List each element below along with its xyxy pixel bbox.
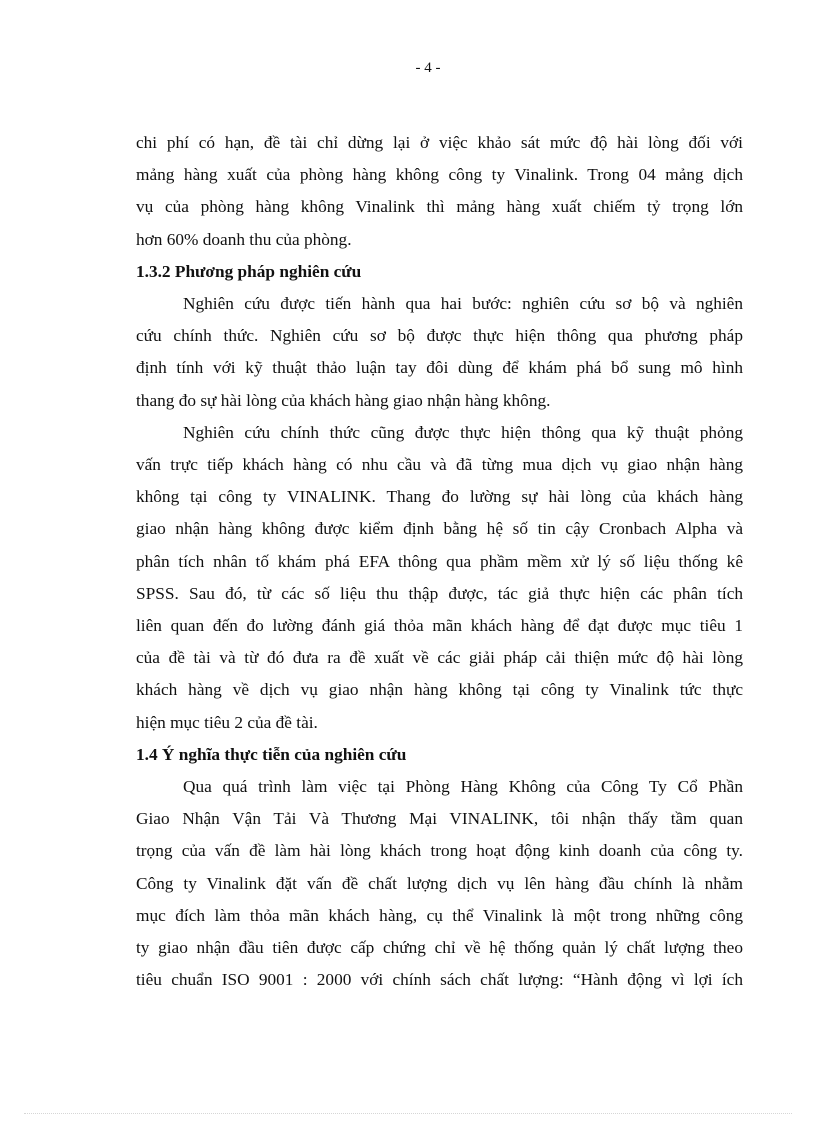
section-heading-research-method: 1.3.2 Phương pháp nghiên cứu (136, 261, 362, 281)
page-bottom-divider (24, 1113, 792, 1114)
text-line: Nghiên cứu chính thức cũng được thực hiện thông qua kỹ thuật phỏng (183, 422, 743, 442)
text-line: Qua quá trình làm việc tại Phòng Hàng Không của Công Ty Cổ Phần (183, 777, 743, 797)
text-line: vấn trực tiếp khách hàng có nhu cầu và đã từng mua dịch vụ giao nhận hàng (136, 455, 743, 475)
text-line: hơn 60% doanh thu của phòng. (136, 229, 352, 249)
text-line: cứu chính thức. Nghiên cứu sơ bộ được thực hiện thông qua phương pháp (136, 326, 743, 346)
text-line: không tại công ty VINALINK. Thang đo lường sự hài lòng của khách hàng (136, 487, 743, 507)
document-body (136, 127, 743, 996)
text-line: mảng hàng xuất của phòng hàng không công ty Vinalink. Trong 04 mảng dịch (136, 165, 743, 185)
text-line: định tính với kỹ thuật thảo luận tay đôi dùng để khám phá bổ sung mô hình (136, 358, 743, 378)
text-line: SPSS. Sau đó, từ các số liệu thu thập được, tác giả thực hiện các phân tích (136, 583, 743, 603)
text-line: hiện mục tiêu 2 của đề tài. (136, 712, 318, 732)
text-line: chi phí có hạn, đề tài chỉ dừng lại ở việc khảo sát mức độ hài lòng đối với (136, 133, 743, 152)
text-line: khách hàng về dịch vụ giao nhận hàng không tại công ty Vinalink tức thực (136, 680, 743, 700)
text-line: tiêu chuẩn ISO 9001 : 2000 với chính sách chất lượng: “Hành động vì lợi ích (136, 970, 743, 990)
text-line: của đề tài và từ đó đưa ra đề xuất về các giải pháp cải thiện mức độ hài lòng (136, 648, 743, 668)
text-line: mục đích làm thỏa mãn khách hàng, cụ thể Vinalink là một trong những công (136, 905, 743, 925)
page-number: - 4 - (415, 60, 441, 76)
text-line: giao nhận hàng không được kiểm định bằng hệ số tin cậy Cronbach Alpha và (136, 519, 743, 539)
text-line: vụ của phòng hàng không Vinalink thì mảng hàng xuất chiếm tỷ trọng lớn (136, 197, 743, 217)
text-line: liên quan đến đo lường đánh giá thỏa mãn khách hàng để đạt được mục tiêu 1 (136, 616, 743, 636)
text-line: thang đo sự hài lòng của khách hàng giao nhận hàng không. (136, 390, 551, 410)
text-line: ty giao nhận đầu tiên được cấp chứng chỉ về hệ thống quản lý chất lượng theo (136, 938, 743, 958)
text-line: Giao Nhận Vận Tải Và Thương Mại VINALINK, tôi nhận thấy tầm quan (136, 809, 743, 829)
paragraph-formal-research (136, 417, 743, 739)
text-line: phân tích nhân tố khám phá EFA thông qua phầm mềm xử lý số liệu thống kê (136, 551, 743, 571)
text-line: Nghiên cứu được tiến hành qua hai bước: nghiên cứu sơ bộ và nghiên (183, 294, 743, 314)
text-line: Công ty Vinalink đặt vấn đề chất lượng dịch vụ lên hàng đầu chính là nhằm (136, 873, 743, 893)
paragraph-research-steps (136, 288, 743, 417)
text-line: trọng của vấn đề làm hài lòng khách trong hoạt động kinh doanh của công ty. (136, 841, 743, 861)
paragraph-scope-continuation (136, 127, 743, 256)
section-heading-practical-significance: 1.4 Ý nghĩa thực tiễn của nghiên cứu (136, 744, 407, 764)
paragraph-practical-significance (136, 771, 743, 996)
